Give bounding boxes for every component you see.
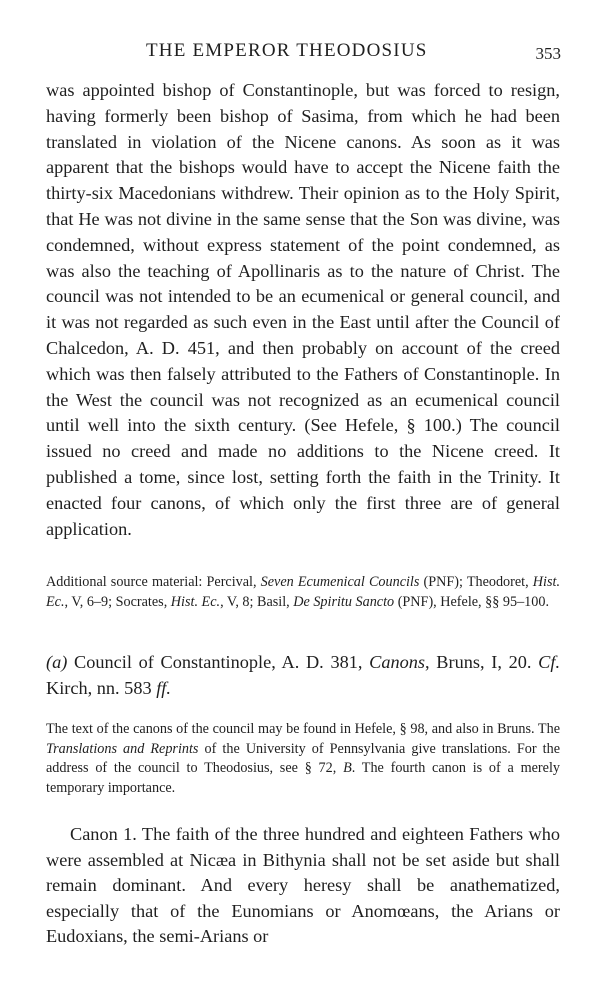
sources-part-2: (PNF); Theodoret,	[419, 574, 533, 590]
sources-part-4: , V, 8; Basil,	[220, 594, 294, 610]
section-text-1: Council of Constantinople, A. D. 381,	[67, 652, 370, 672]
canon-1-paragraph: Canon 1. The faith of the three hundred and eighteen Fathers who were assembled at Nicæa in Bithynia shall not be set aside but shall remain dominant. And every heresy shall be anathematized, especially that of the Eunomians or Anomœans, the Arians or Eudoxians, the semi-Arians or	[46, 824, 560, 947]
page-number: 353	[535, 44, 561, 63]
section-canons: Canons	[369, 652, 426, 672]
sources-work-2: Hist. Ec.	[46, 574, 560, 610]
section-cf: Cf.	[538, 652, 561, 672]
section-text-2: , Bruns, I, 20.	[425, 652, 539, 672]
section-ff: ff.	[156, 677, 171, 698]
canons-note	[46, 720, 560, 798]
note-ref: B	[343, 760, 352, 776]
sources-intro: Additional source material: Percival,	[46, 574, 261, 590]
sources-part-5: (PNF), Hefele, §§ 95–100.	[394, 594, 549, 610]
running-title: THE EMPEROR THEODOSIUS	[146, 40, 428, 61]
main-paragraph: was appointed bishop of Constantinople, but was forced to resign, having formerly been bishop of Sasima, from which he had been translated in violation of the Nicene canons. As soon as it was apparent that the bishops would have to accept the Nicene faith the thirty-six Macedonians withdrew. Their opinion as to the Holy Spirit, that He was not divine in the same sense that the Son was divine, was condemned, without express statement of the point condemned, as was also the teaching of Apollinaris as to the nature of Christ. The council was not intended to be an ecumenical or general council, and it was not regarded as such even in the East until after the Council of Chalcedon, A. D. 451, and then probably on account of the creed which was then falsely attributed to the Fathers of Constantinople. In the West the council was not recognized as an ecumenical council until well into the sixth century. (See Hefele, § 100.) The council issued no creed and made no additions to the Nicene creed. It published a tome, since lost, setting forth the faith in the Trinity. It enacted four canons, of which only the first three are of general application.	[46, 80, 560, 539]
sources-work-1: Seven Ecumenical Councils	[260, 574, 420, 590]
section-heading	[46, 650, 560, 701]
note-part-3: . The fourth canon is of a merely temporary importance.	[46, 760, 560, 796]
note-work: Translations and Reprints	[46, 740, 199, 757]
section-text-3: Kirch, nn. 583	[46, 677, 157, 698]
running-head	[46, 40, 561, 66]
source-material-note	[46, 572, 560, 612]
sources-work-4: De Spiritu Sancto	[293, 594, 395, 610]
section-label: (a)	[46, 652, 68, 672]
sources-part-3: , V, 6–9; Socrates,	[64, 594, 171, 610]
note-part-1: The text of the canons of the council may be found in Hefele, § 98, and also in Bruns. The	[46, 721, 560, 737]
note-part-2: of the University of Pennsylvania give translations. For the address of the council to Theodosius, see § 72,	[46, 740, 561, 776]
sources-work-3: Hist. Ec.	[170, 594, 221, 610]
